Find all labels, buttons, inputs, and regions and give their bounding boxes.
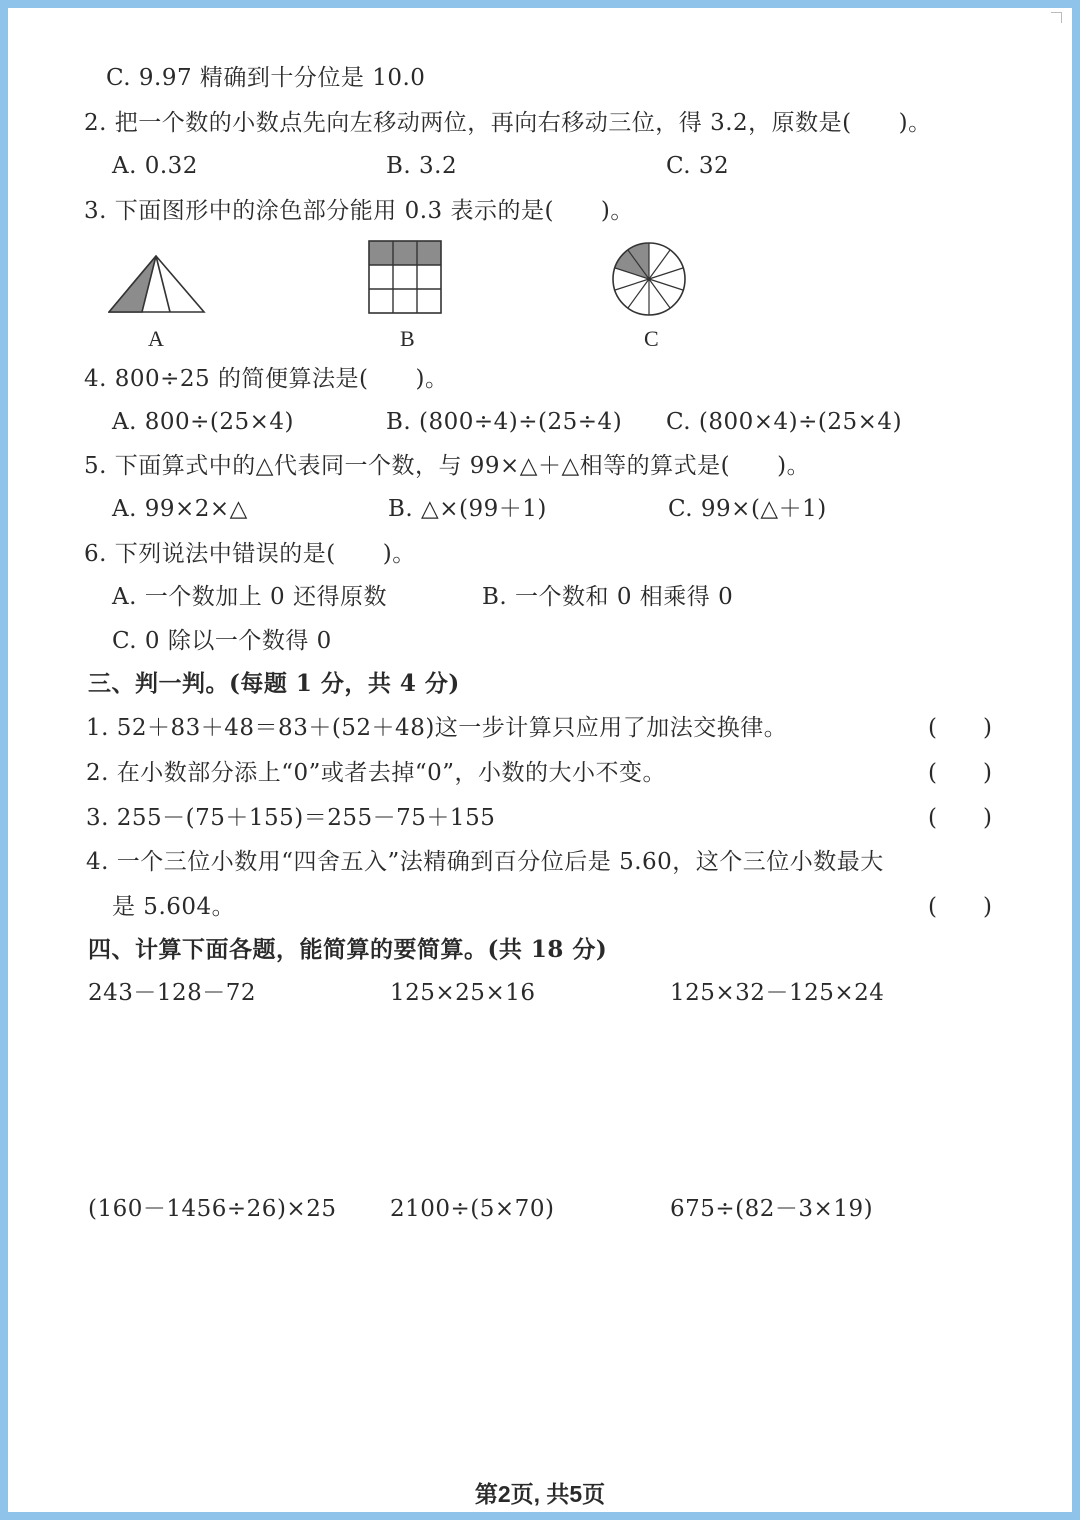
exam-page — [8, 8, 1072, 1512]
q6-stem: 6. 下列说法中错误的是( )。 — [84, 541, 416, 567]
q3-stem: 3. 下面图形中的涂色部分能用 0.3 表示的是( )。 — [84, 198, 634, 224]
q6-option-b: B. 一个数和 0 相乘得 0 — [482, 584, 734, 610]
q4-stem: 4. 800÷25 的简便算法是( )。 — [84, 366, 449, 392]
section4-title: 四、计算下面各题，能简算的要简算。(共 18 分) — [88, 936, 608, 963]
judge-answer-2[interactable]: ( ) — [928, 760, 992, 786]
q1-option-c: C. 9.97 精确到十分位是 10.0 — [106, 65, 426, 91]
q5-option-b: B. △×(99＋1) — [388, 496, 547, 522]
calc-1: 243－128－72 — [88, 980, 257, 1006]
q2-option-b: B. 3.2 — [386, 153, 458, 179]
judge-item-4-cont: 是 5.604。 — [112, 894, 236, 920]
corner-mark — [1051, 12, 1062, 23]
section3-title: 三、判一判。(每题 1 分，共 4 分) — [88, 670, 460, 697]
judge-answer-3[interactable]: ( ) — [928, 805, 992, 831]
q6-option-c: C. 0 除以一个数得 0 — [112, 628, 332, 654]
q2-stem: 2. 把一个数的小数点先向左移动两位，再向右移动三位，得 3.2，原数是( )。 — [84, 110, 932, 136]
calc-2: 125×25×16 — [390, 980, 536, 1006]
calc-6: 675÷(82－3×19) — [670, 1196, 874, 1222]
figure-label-b: B — [400, 326, 415, 351]
judge-item-3: 3. 255－(75＋155)＝255－75＋155 — [86, 805, 496, 831]
q4-option-b: B. (800÷4)÷(25÷4) — [386, 409, 623, 435]
calc-3: 125×32－125×24 — [670, 980, 885, 1006]
q2-option-c: C. 32 — [666, 153, 730, 179]
q5-option-a: A. 99×2×△ — [112, 496, 248, 522]
calc-5: 2100÷(5×70) — [390, 1196, 555, 1222]
q4-option-a: A. 800÷(25×4) — [112, 409, 295, 435]
judge-item-2: 2. 在小数部分添上“0”或者去掉“0”，小数的大小不变。 — [86, 760, 667, 786]
calc-4: (160－1456÷26)×25 — [88, 1196, 337, 1222]
q5-option-c: C. 99×(△＋1) — [668, 496, 827, 522]
q2-option-a: A. 0.32 — [112, 153, 198, 179]
judge-answer-1[interactable]: ( ) — [928, 715, 992, 741]
page-footer: 第2页, 共5页 — [474, 1481, 606, 1507]
judge-answer-4[interactable]: ( ) — [928, 894, 992, 920]
grid-figure — [368, 240, 444, 316]
judge-item-1: 1. 52＋83＋48＝83＋(52＋48)这一步计算只应用了加法交换律。 — [86, 715, 788, 741]
q5-stem: 5. 下面算式中的△代表同一个数，与 99×△＋△相等的算式是( )。 — [84, 453, 811, 479]
circle-figure — [610, 240, 688, 318]
q4-option-c: C. (800×4)÷(25×4) — [666, 409, 903, 435]
figure-label-a: A — [148, 326, 164, 351]
figure-label-c: C — [644, 326, 659, 351]
q6-option-a: A. 一个数加上 0 还得原数 — [112, 584, 387, 610]
judge-item-4: 4. 一个三位小数用“四舍五入”法精确到百分位后是 5.60，这个三位小数最大 — [86, 849, 884, 875]
triangle-figure — [108, 254, 206, 314]
